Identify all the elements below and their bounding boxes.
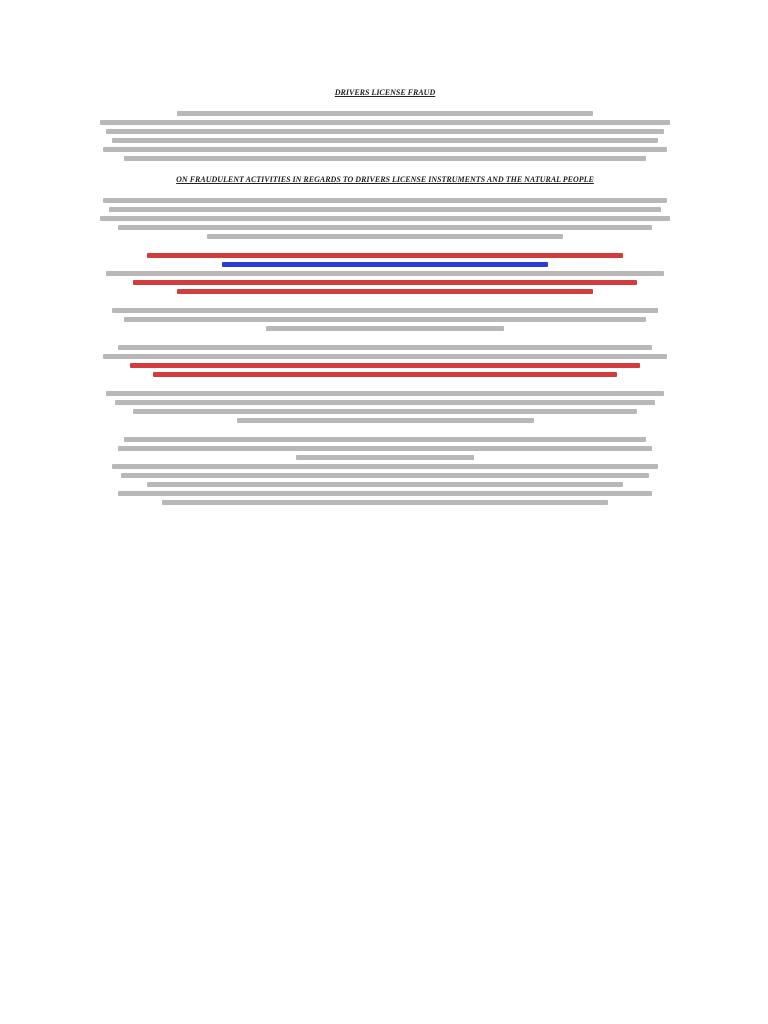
section-heading: ON FRAUDULENT ACTIVITIES IN REGARDS TO DRIVERS LICENSE INSTRUMENTS AND THE NATURAL PEOPLE: [176, 175, 594, 184]
body-paragraph-1: [88, 198, 682, 239]
body-paragraph-4: [88, 345, 682, 377]
document-page: [88, 88, 682, 509]
body-paragraph-2: [88, 253, 682, 294]
intro-paragraph: [88, 111, 682, 161]
body-paragraph-6: [88, 437, 682, 505]
body-paragraph-3: [88, 308, 682, 331]
body-paragraph-5: [88, 391, 682, 423]
document-title: DRIVERS LICENSE FRAUD: [334, 88, 436, 97]
